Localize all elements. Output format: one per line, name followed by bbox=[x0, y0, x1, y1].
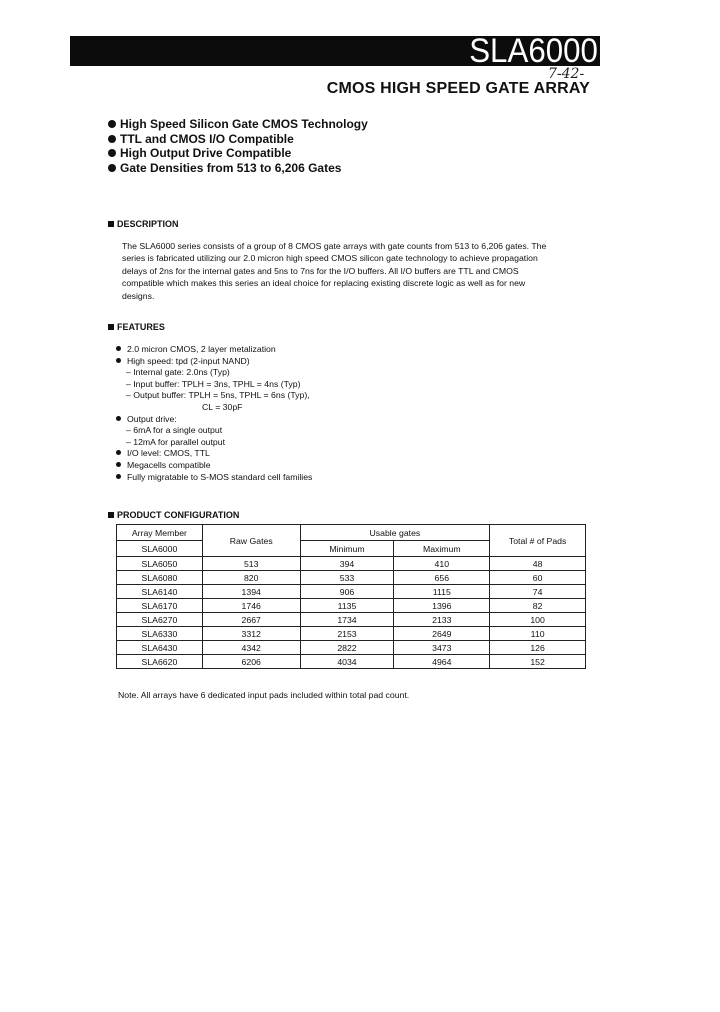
description-heading bbox=[108, 219, 179, 229]
feature-subitem bbox=[116, 437, 312, 449]
description-line: series is fabricated utilizing our 2.0 micron high speed CMOS silicon gate technology to achieve propagation bbox=[122, 253, 538, 264]
table-cell: SLA6170 bbox=[117, 599, 203, 613]
page-subtitle: CMOS HIGH SPEED GATE ARRAY bbox=[326, 80, 590, 97]
table-cell: 513 bbox=[202, 557, 300, 571]
table-cell: 3312 bbox=[202, 627, 300, 641]
table-cell: 1734 bbox=[300, 613, 394, 627]
table-cell: 3473 bbox=[394, 641, 490, 655]
table-cell: 126 bbox=[490, 641, 586, 655]
col-header-minimum: Minimum bbox=[300, 541, 394, 557]
table-note: Note. All arrays have 6 dedicated input pads included within total pad count. bbox=[118, 690, 410, 700]
feature-subitem bbox=[116, 402, 312, 414]
table-cell: 394 bbox=[300, 557, 394, 571]
table-cell: 152 bbox=[490, 655, 586, 669]
square-bullet-icon bbox=[108, 221, 114, 227]
description-paragraph bbox=[122, 240, 588, 302]
highlight-item bbox=[108, 161, 368, 176]
bullet-dot-icon bbox=[108, 149, 116, 157]
description-line: The SLA6000 series consists of a group of 8 CMOS gate arrays with gate counts from 513 to 6,206 gates. The bbox=[122, 241, 547, 251]
table-row bbox=[117, 613, 586, 627]
table-cell: 2153 bbox=[300, 627, 394, 641]
col-header-array-member: Array Member bbox=[117, 525, 203, 541]
description-line: designs. bbox=[122, 290, 155, 301]
handwritten-note: 7-42- bbox=[548, 66, 585, 82]
description-heading-text: DESCRIPTION bbox=[117, 219, 179, 229]
table-cell: 656 bbox=[394, 571, 490, 585]
table-cell: 60 bbox=[490, 571, 586, 585]
col-header-total-pads: Total # of Pads bbox=[490, 525, 586, 557]
feature-text: – Output buffer: TPLH = 5ns, TPHL = 6ns (Typ), bbox=[126, 390, 310, 401]
bullet-dot-icon bbox=[116, 474, 121, 479]
product-config-heading bbox=[108, 510, 239, 520]
feature-item bbox=[116, 472, 312, 484]
table-cell: SLA6430 bbox=[117, 641, 203, 655]
table-cell: SLA6270 bbox=[117, 613, 203, 627]
product-config-heading-text: PRODUCT CONFIGURATION bbox=[117, 510, 240, 520]
table-cell: 110 bbox=[490, 627, 586, 641]
highlight-item bbox=[108, 132, 368, 147]
square-bullet-icon bbox=[108, 324, 114, 330]
table-row bbox=[117, 557, 586, 571]
product-code: SLA6000 bbox=[469, 32, 598, 70]
table-cell: SLA6080 bbox=[117, 571, 203, 585]
table-row bbox=[117, 571, 586, 585]
bullet-dot-icon bbox=[116, 462, 121, 467]
table-cell: 100 bbox=[490, 613, 586, 627]
col-header-raw-gates: Raw Gates bbox=[202, 525, 300, 557]
highlight-item bbox=[108, 146, 368, 161]
bullet-dot-icon bbox=[108, 120, 116, 128]
table-cell: 6206 bbox=[202, 655, 300, 669]
table-row bbox=[117, 627, 586, 641]
feature-text: 2.0 micron CMOS, 2 layer metalization bbox=[127, 344, 276, 354]
feature-subitem bbox=[116, 390, 312, 402]
table-cell: 4034 bbox=[300, 655, 394, 669]
highlight-text: High Output Drive Compatible bbox=[120, 146, 292, 160]
features-list bbox=[116, 344, 312, 483]
description-line: compatible which makes this series an ideal choice for replacing existing discrete logic as well as for new bbox=[122, 278, 526, 289]
feature-text: – Input buffer: TPLH = 3ns, TPHL = 4ns (Typ) bbox=[126, 378, 301, 389]
feature-item bbox=[116, 344, 312, 356]
table-cell: 820 bbox=[202, 571, 300, 585]
table-cell: SLA6330 bbox=[117, 627, 203, 641]
table-cell: 82 bbox=[490, 599, 586, 613]
feature-text: Megacells compatible bbox=[127, 459, 211, 470]
highlight-list bbox=[108, 117, 368, 175]
table-cell: 1396 bbox=[394, 599, 490, 613]
feature-item bbox=[116, 414, 312, 426]
table-cell: SLA6050 bbox=[117, 557, 203, 571]
highlight-text: High Speed Silicon Gate CMOS Technology bbox=[120, 117, 368, 131]
bullet-dot-icon bbox=[116, 358, 121, 363]
product-config-table bbox=[116, 524, 586, 669]
feature-text: Output drive: bbox=[127, 413, 177, 424]
table-cell: 2667 bbox=[202, 613, 300, 627]
col-header-maximum: Maximum bbox=[394, 541, 490, 557]
description-line: delays of 2ns for the internal gates and 5ns to 7ns for the I/O buffers. All I/O buffers are TTL and CMOS bbox=[122, 265, 519, 276]
table-cell: 4342 bbox=[202, 641, 300, 655]
bullet-dot-icon bbox=[116, 416, 121, 421]
feature-subitem bbox=[116, 379, 312, 391]
feature-text: – Internal gate: 2.0ns (Typ) bbox=[126, 367, 230, 378]
bullet-dot-icon bbox=[116, 346, 121, 351]
table-row bbox=[117, 599, 586, 613]
table-cell: 2822 bbox=[300, 641, 394, 655]
table-cell: 906 bbox=[300, 585, 394, 599]
feature-text: – 6mA for a single output bbox=[126, 425, 223, 436]
feature-text: High speed: tpd (2-input NAND) bbox=[127, 355, 250, 366]
table-cell: 2133 bbox=[394, 613, 490, 627]
table-cell: 1135 bbox=[300, 599, 394, 613]
table-header-row bbox=[117, 525, 586, 541]
table-row bbox=[117, 655, 586, 669]
table-cell: 4964 bbox=[394, 655, 490, 669]
feature-text: CL = 30pF bbox=[202, 401, 243, 412]
table-cell: 533 bbox=[300, 571, 394, 585]
feature-item bbox=[116, 448, 312, 460]
feature-subitem bbox=[116, 367, 312, 379]
bullet-dot-icon bbox=[108, 164, 116, 172]
feature-item bbox=[116, 356, 312, 368]
features-heading-text: FEATURES bbox=[117, 322, 165, 332]
table-row bbox=[117, 641, 586, 655]
feature-text: – 12mA for parallel output bbox=[126, 436, 226, 447]
title-bar bbox=[70, 32, 600, 70]
table-cell: 1394 bbox=[202, 585, 300, 599]
col-header-usable-gates: Usable gates bbox=[300, 525, 490, 541]
highlight-text: Gate Densities from 513 to 6,206 Gates bbox=[120, 160, 342, 175]
table-cell: 2649 bbox=[394, 627, 490, 641]
feature-text: I/O level: CMOS, TTL bbox=[127, 448, 210, 459]
table-cell: 410 bbox=[394, 557, 490, 571]
family-cell: SLA6000 bbox=[117, 541, 203, 557]
highlight-text: TTL and CMOS I/O Compatible bbox=[120, 131, 294, 146]
table-cell: 74 bbox=[490, 585, 586, 599]
square-bullet-icon bbox=[108, 512, 114, 518]
table-cell: 48 bbox=[490, 557, 586, 571]
feature-text: Fully migratable to S-MOS standard cell families bbox=[127, 471, 313, 482]
table-row bbox=[117, 585, 586, 599]
bullet-dot-icon bbox=[108, 135, 116, 143]
feature-item bbox=[116, 460, 312, 472]
highlight-item bbox=[108, 117, 368, 132]
features-heading bbox=[108, 322, 165, 332]
bullet-dot-icon bbox=[116, 450, 121, 455]
table-cell: 1746 bbox=[202, 599, 300, 613]
table-cell: 1115 bbox=[394, 585, 490, 599]
feature-subitem bbox=[116, 425, 312, 437]
table-cell: SLA6620 bbox=[117, 655, 203, 669]
table-cell: SLA6140 bbox=[117, 585, 203, 599]
